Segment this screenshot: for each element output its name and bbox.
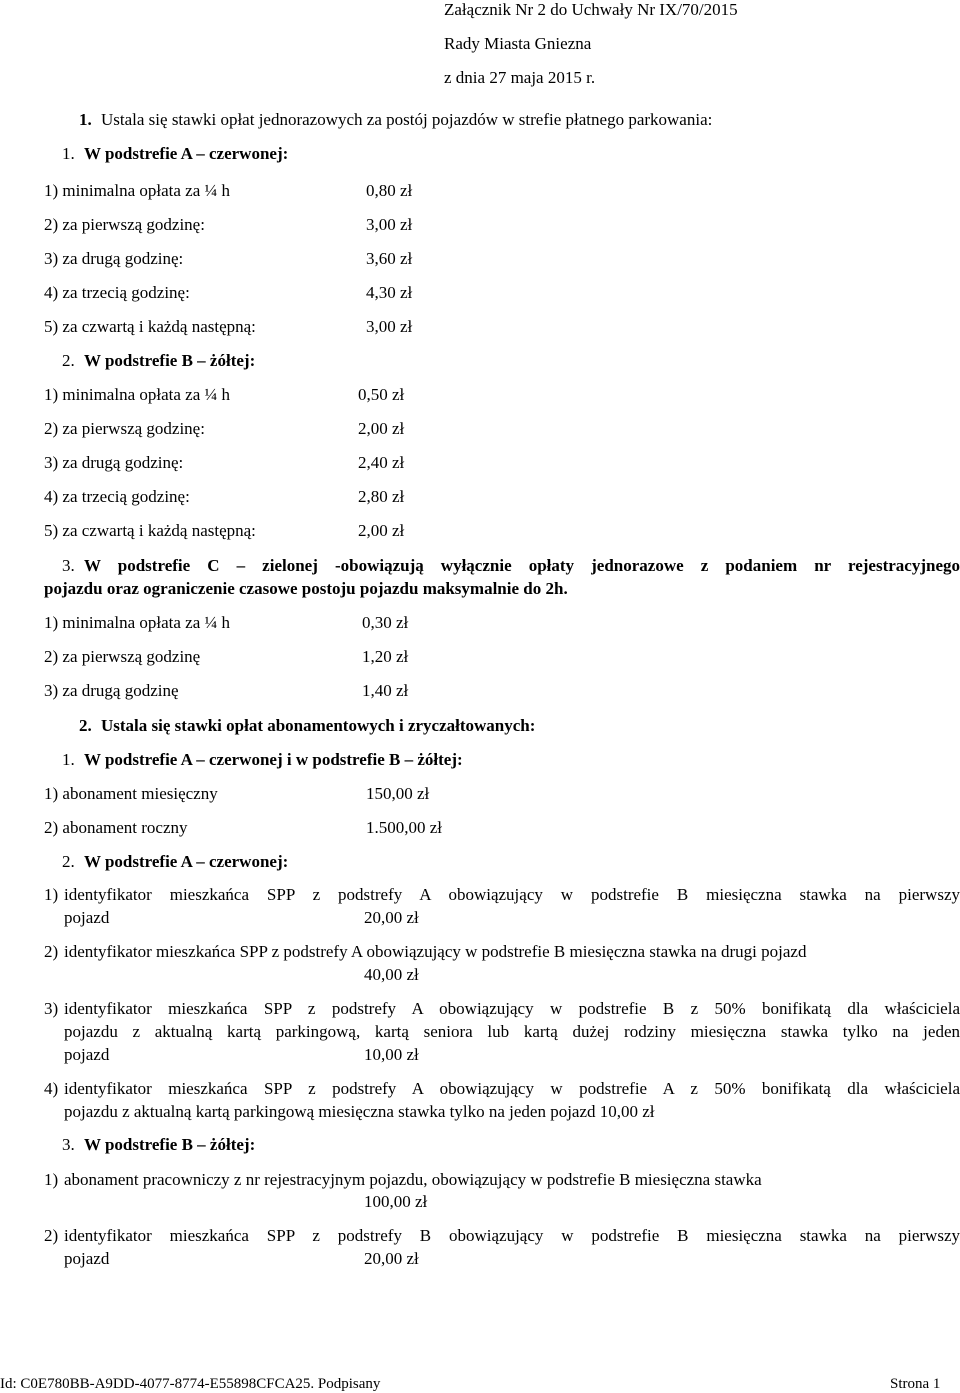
sub3-item-text: abonament pracowniczy z nr rejestracyjnym pojazdu, obowiązujący w podstrefie B miesięczna stawka <box>64 1170 762 1189</box>
zone-c-title-line2: pojazdu oraz ograniczenie czasowe postoju pojazdu maksymalnie do 2h. <box>44 579 568 598</box>
sub3-item-number: 2) <box>44 1226 59 1245</box>
zone-b-item-label: 1) minimalna opłata za ¼ h <box>44 385 230 404</box>
sub2-title: W podstrefie A – czerwonej: <box>84 852 289 871</box>
zone-b-item-amount: 2,80 zł <box>358 487 405 506</box>
header-council: Rady Miasta Gniezna <box>444 34 592 53</box>
footer-page-number: Strona 1 <box>890 1376 941 1392</box>
zone-b-number: 2. <box>62 351 75 370</box>
sub2-item-text: identyfikator mieszkańca SPP z podstrefy A obowiązujący w podstrefie B miesięczna stawka na drugi pojazd <box>64 942 807 961</box>
section2-title: Ustala się stawki opłat abonamentowych i zryczałtowanych: <box>101 716 536 735</box>
header-date: z dnia 27 maja 2015 r. <box>444 68 596 87</box>
sub1-item-label: 1) abonament miesięczny <box>44 784 218 803</box>
zone-a-item-amount: 3,00 zł <box>366 215 413 234</box>
header-attachment-title: Załącznik Nr 2 do Uchwały Nr IX/70/2015 <box>444 0 738 19</box>
sub3-item-amount: 100,00 zł <box>364 1192 428 1211</box>
zone-b-item-label: 4) za trzecią godzinę: <box>44 487 190 506</box>
zone-b-item-amount: 2,00 zł <box>358 521 405 540</box>
zone-a-item-label: 3) za drugą godzinę: <box>44 249 184 268</box>
sub1-item-amount: 150,00 zł <box>366 784 430 803</box>
zone-a-item-label: 5) za czwartą i każdą następną: <box>44 317 256 336</box>
sub3-number: 3. <box>62 1135 75 1154</box>
sub2-item-text: pojazdu z aktualną kartą parkingową, kartą seniora lub kartą dużej rodziny miesięczna stawka tylko na jeden <box>64 1022 960 1041</box>
sub3-item-number: 1) <box>44 1170 59 1189</box>
sub2-item-text: pojazd <box>64 1045 110 1064</box>
zone-a-item-label: 4) za trzecią godzinę: <box>44 283 190 302</box>
sub2-item-text: pojazdu z aktualną kartą parkingową miesięczna stawka tylko na jeden pojazd 10,00 zł <box>64 1102 655 1121</box>
zone-a-item-amount: 3,60 zł <box>366 249 413 268</box>
zone-c-number: 3. <box>62 556 75 575</box>
sub3-item-text: pojazd <box>64 1249 110 1268</box>
zone-c-item-amount: 1,40 zł <box>362 681 409 700</box>
sub1-item-label: 2) abonament roczny <box>44 818 188 837</box>
zone-c-item-amount: 0,30 zł <box>362 613 409 632</box>
section2-number: 2. <box>79 716 92 735</box>
zone-b-item-label: 5) za czwartą i każdą następną: <box>44 521 256 540</box>
zone-a-item-amount: 0,80 zł <box>366 181 413 200</box>
sub1-title: W podstrefie A – czerwonej i w podstrefie B – żółtej: <box>84 750 463 769</box>
sub2-item-text: identyfikator mieszkańca SPP z podstrefy A obowiązujący w podstrefie B miesięczna stawka na pierwszy <box>64 885 960 904</box>
zone-c-item-label: 1) minimalna opłata za ¼ h <box>44 613 230 632</box>
sub2-item-text: pojazd <box>64 908 110 927</box>
zone-b-item-amount: 0,50 zł <box>358 385 405 404</box>
zone-c-title-line1: W podstrefie C – zielonej -obowiązują wyłącznie opłaty jednorazowe z podaniem nr rejestracyjnego <box>84 556 960 575</box>
zone-b-item-label: 3) za drugą godzinę: <box>44 453 184 472</box>
zone-c-item-amount: 1,20 zł <box>362 647 409 666</box>
section1-title: Ustala się stawki opłat jednorazowych za postój pojazdów w strefie płatnego parkowania: <box>101 110 713 129</box>
sub2-item-number: 4) <box>44 1079 59 1098</box>
sub3-item-amount: 20,00 zł <box>364 1249 419 1268</box>
sub3-item-text: identyfikator mieszkańca SPP z podstrefy B obowiązujący w podstrefie B miesięczna stawka na pierwszy <box>64 1226 960 1245</box>
zone-a-item-label: 2) za pierwszą godzinę: <box>44 215 205 234</box>
zone-b-item-label: 2) za pierwszą godzinę: <box>44 419 205 438</box>
sub3-title: W podstrefie B – żółtej: <box>84 1135 256 1154</box>
zone-b-item-amount: 2,40 zł <box>358 453 405 472</box>
footer-document-id: Id: C0E780BB-A9DD-4077-8774-E55898CFCA25. Podpisany <box>0 1376 381 1392</box>
sub2-number: 2. <box>62 852 75 871</box>
sub2-item-amount: 20,00 zł <box>364 908 419 927</box>
zone-a-number: 1. <box>62 144 75 163</box>
zone-a-item-amount: 3,00 zł <box>366 317 413 336</box>
zone-b-title: W podstrefie B – żółtej: <box>84 351 256 370</box>
zone-a-item-amount: 4,30 zł <box>366 283 413 302</box>
sub1-item-amount: 1.500,00 zł <box>366 818 443 837</box>
sub1-number: 1. <box>62 750 75 769</box>
sub2-item-amount: 40,00 zł <box>364 965 419 984</box>
sub2-item-text: identyfikator mieszkańca SPP z podstrefy A obowiązujący w podstrefie B z 50% bonifikatą dla właściciela <box>64 999 960 1018</box>
sub2-item-number: 1) <box>44 885 59 904</box>
zone-c-item-label: 2) za pierwszą godzinę <box>44 647 201 666</box>
section1-number: 1. <box>79 110 92 129</box>
zone-a-title: W podstrefie A – czerwonej: <box>84 144 289 163</box>
sub2-item-amount: 10,00 zł <box>364 1045 419 1064</box>
zone-b-item-amount: 2,00 zł <box>358 419 405 438</box>
sub2-item-number: 3) <box>44 999 59 1018</box>
sub2-item-number: 2) <box>44 942 59 961</box>
zone-a-item-label: 1) minimalna opłata za ¼ h <box>44 181 230 200</box>
sub2-item-text: identyfikator mieszkańca SPP z podstrefy A obowiązujący w podstrefie A z 50% bonifikatą dla właściciela <box>64 1079 960 1098</box>
zone-c-item-label: 3) za drugą godzinę <box>44 681 179 700</box>
